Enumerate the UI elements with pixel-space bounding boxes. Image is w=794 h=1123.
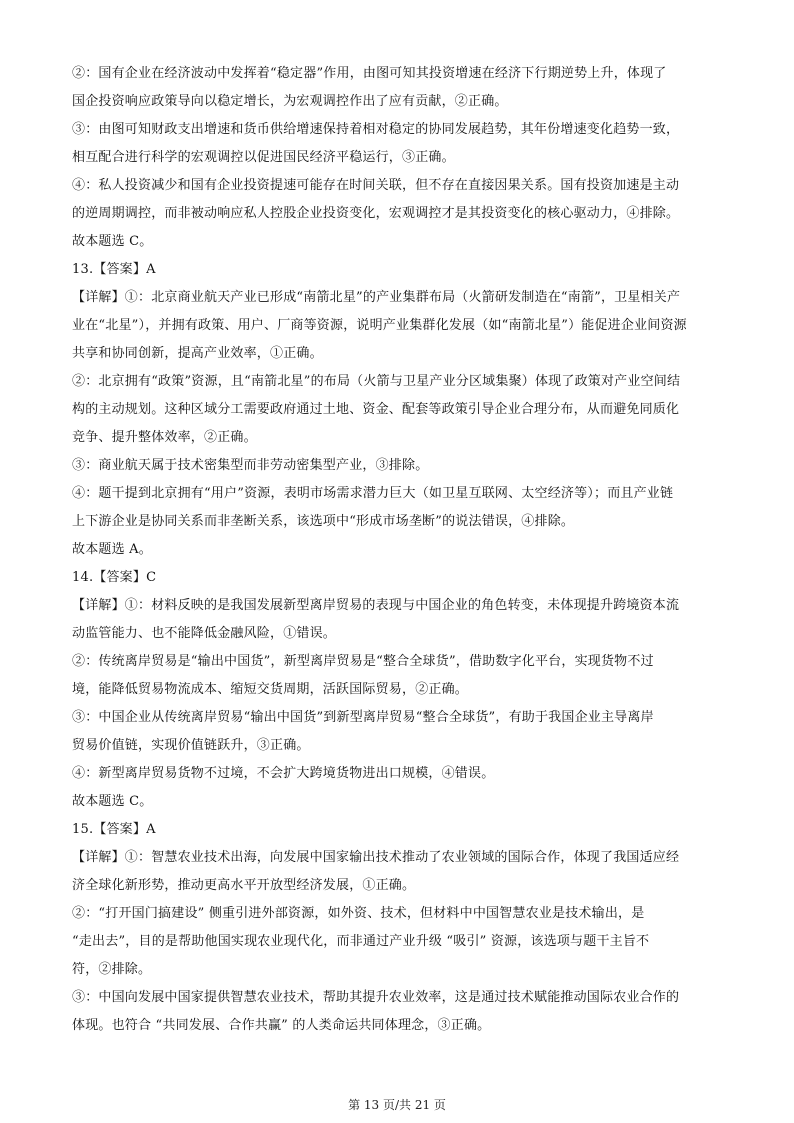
text-line: 境，能降低贸易物流成本、缩短交货周期，活跃国际贸易，②正确。 [72, 682, 469, 697]
text-line: “走出去”，目的是帮助他国实现农业现代化，而非通过产业升级 “吸引” 资源，该选项与题干主旨不 [72, 934, 650, 949]
answer-explanation-text [72, 60, 728, 1040]
text-line: 构的主动规划。这种区域分工需要政府通过土地、资金、配套等政策引导企业合理分布，从而避免同质化 [72, 402, 680, 417]
text-line: ③：由图可知财政支出增速和货币供给增速保持着相对稳定的协同发展趋势，其年份增速变化趋势一致， [72, 122, 680, 137]
text-line: ③：中国企业从传统离岸贸易“输出中国货”到新型离岸贸易“整合全球货”，有助于我国企业主导离岸 [72, 710, 654, 725]
text-line: 故本题选 A。 [72, 542, 152, 557]
text-line: 15.【答案】A [72, 822, 156, 837]
text-line: 【详解】①：材料反映的是我国发展新型离岸贸易的表现与中国企业的角色转变，未体现提升跨境资本流 [72, 598, 680, 613]
text-line: 14.【答案】C [72, 570, 157, 585]
text-line: 【详解】①：北京商业航天产业已形成“南箭北星”的产业集群布局（火箭研发制造在“南箭”，卫星相关产 [72, 290, 681, 305]
text-line: 符，②排除。 [72, 962, 152, 977]
text-line: 贸易价值链，实现价值链跃升，③正确。 [72, 738, 310, 753]
text-line: ④：题干提到北京拥有“用户”资源，表明市场需求潜力巨大（如卫星互联网、太空经济等）；而且产业链 [72, 486, 674, 501]
text-line: ②：“打开国门搞建设” 侧重引进外部资源，如外资、技术，但材料中中国智慧农业是技术输出，是 [72, 906, 645, 921]
text-line: ③：中国向发展中国家提供智慧农业技术，帮助其提升农业效率，这是通过技术赋能推动国际农业合作的 [72, 990, 680, 1005]
text-line: 业在“北星”），并拥有政策、用户、厂商等资源，说明产业集群化发展（如“南箭北星”）能促进企业间资源 [72, 318, 687, 333]
text-line: ②：国有企业在经济波动中发挥着“稳定器”作用，由图可知其投资增速在经济下行期逆势上升，体现了 [72, 66, 667, 81]
text-line: ④：新型离岸贸易货物不过境，不会扩大跨境货物进出口规模，④错误。 [72, 766, 495, 781]
text-line: 故本题选 C。 [72, 234, 153, 249]
text-line: ④：私人投资减少和国有企业投资提速可能存在时间关联，但不存在直接因果关系。国有投资加速是主动 [72, 178, 680, 193]
page-footer: 第 13 页/共 21 页 [348, 1098, 446, 1112]
text-line: 的逆周期调控，而非被动响应私人控股企业投资变化，宏观调控才是其投资变化的核心驱动力，④排除。 [72, 206, 680, 221]
text-line: 共享和协同创新，提高产业效率，①正确。 [72, 346, 323, 361]
text-line: 国企投资响应政策导向以稳定增长，为宏观调控作出了应有贡献，②正确。 [72, 94, 508, 109]
text-line: 故本题选 C。 [72, 794, 153, 809]
text-line: 【详解】①：智慧农业技术出海，向发展中国家输出技术推动了农业领域的国际合作，体现了我国适应经 [72, 850, 680, 865]
text-line: 上下游企业是协同关系而非垄断关系，该选项中“形成市场垄断”的说法错误，④排除。 [72, 514, 575, 529]
text-line: 13.【答案】A [72, 262, 156, 277]
text-line: 相互配合进行科学的宏观调控以促进国民经济平稳运行，③正确。 [72, 150, 455, 165]
text-line: ②：传统离岸贸易是“输出中国货”，新型离岸贸易是“整合全球货”，借助数字化平台，实现货物不过 [72, 654, 654, 669]
text-line: ③：商业航天属于技术密集型而非劳动密集型产业，③排除。 [72, 458, 429, 473]
text-line: 济全球化新形势，推动更高水平开放型经济发展，①正确。 [72, 878, 416, 893]
text-line: ②：北京拥有“政策”资源，且“南箭北星”的布局（火箭与卫星产业分区域集聚）体现了政策对产业空间结 [72, 374, 681, 389]
text-line: 竞争、提升整体效率，②正确。 [72, 430, 257, 445]
text-line: 动监管能力、也不能降低金融风险，①错误。 [72, 626, 337, 641]
text-line: 体现。也符合 “共同发展、合作共赢” 的人类命运共同体理念，③正确。 [72, 1018, 491, 1033]
